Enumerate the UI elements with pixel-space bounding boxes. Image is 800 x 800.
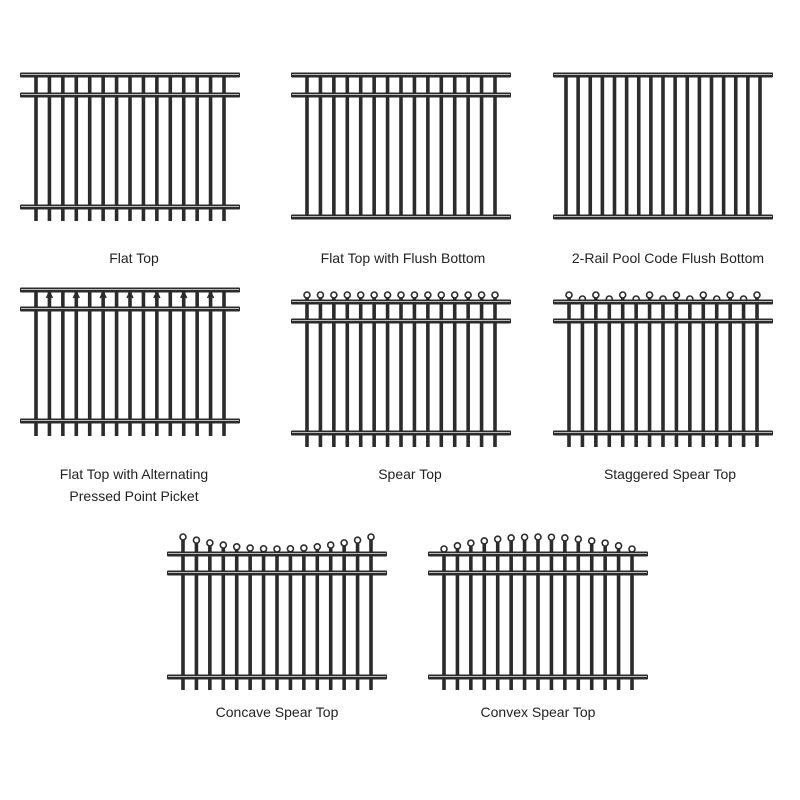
picket xyxy=(603,544,607,690)
picket xyxy=(209,290,213,436)
spear-finial xyxy=(575,536,581,542)
spear-finial xyxy=(566,292,572,298)
picket xyxy=(685,75,689,217)
picket xyxy=(698,75,702,217)
spear-finial xyxy=(344,292,350,298)
picket xyxy=(523,538,527,690)
spear-finial xyxy=(274,546,280,552)
picket xyxy=(142,290,146,436)
picket xyxy=(576,540,580,690)
label-flat-top: Flat Top xyxy=(109,250,159,266)
picket xyxy=(576,75,580,217)
picket xyxy=(34,290,38,436)
spear-finial xyxy=(468,540,474,546)
spear-finial xyxy=(261,546,267,552)
picket xyxy=(601,75,605,217)
spear-finial xyxy=(193,537,199,543)
picket xyxy=(469,544,473,690)
spear-finial xyxy=(492,292,498,298)
spear-finial xyxy=(593,292,599,298)
spear-finial xyxy=(548,534,554,540)
spear-finial xyxy=(479,292,485,298)
picket xyxy=(128,290,132,436)
picket xyxy=(482,542,486,690)
label-two-rail-pool-code: 2-Rail Pool Code Flush Bottom xyxy=(571,250,765,266)
spear-finial xyxy=(331,292,337,298)
picket xyxy=(637,75,641,217)
spear-finial xyxy=(368,534,374,540)
label-flat-top-flush-bottom: Flat Top with Flush Bottom xyxy=(320,250,486,266)
picket xyxy=(356,541,360,690)
spear-finial xyxy=(355,537,361,543)
spear-finial xyxy=(495,536,501,542)
picket xyxy=(617,547,621,690)
picket xyxy=(115,290,119,436)
picket xyxy=(74,290,78,436)
picket xyxy=(536,538,540,690)
label-convex-spear-top: Convex Spear Top xyxy=(480,704,596,720)
label-spear-top: Spear Top xyxy=(378,466,442,482)
picket xyxy=(496,540,500,690)
picket xyxy=(329,546,333,690)
picket xyxy=(182,290,186,436)
picket xyxy=(673,75,677,217)
picket xyxy=(613,75,617,217)
spear-finial xyxy=(438,292,444,298)
spear-finial xyxy=(754,292,760,298)
picket xyxy=(222,290,226,436)
spear-finial xyxy=(673,292,679,298)
picket xyxy=(722,75,726,217)
picket xyxy=(208,544,212,690)
spear-finial xyxy=(700,292,706,298)
spear-finial xyxy=(317,292,323,298)
spear-finial xyxy=(535,534,541,540)
spear-finial xyxy=(425,292,431,298)
spear-finial xyxy=(180,534,186,540)
spear-finial xyxy=(441,546,447,552)
picket xyxy=(302,549,306,690)
picket xyxy=(734,75,738,217)
picket xyxy=(369,538,373,690)
spear-finial xyxy=(385,292,391,298)
picket xyxy=(550,538,554,690)
picket xyxy=(563,539,567,690)
spear-finial xyxy=(522,534,528,540)
picket xyxy=(315,548,319,690)
picket xyxy=(509,539,513,690)
spear-finial xyxy=(616,543,622,549)
spear-finial xyxy=(508,535,514,541)
spear-finial xyxy=(328,542,334,548)
picket xyxy=(342,544,346,690)
spear-finial xyxy=(207,540,213,546)
picket xyxy=(758,75,762,217)
picket xyxy=(195,541,199,690)
spear-finial xyxy=(314,544,320,550)
spear-finial xyxy=(629,546,635,552)
picket xyxy=(61,290,65,436)
spear-finial xyxy=(234,544,240,550)
spear-finial xyxy=(371,292,377,298)
picket xyxy=(181,538,185,690)
spear-finial xyxy=(727,292,733,298)
picket xyxy=(101,290,105,436)
picket xyxy=(88,290,92,436)
picket xyxy=(710,75,714,217)
label-staggered-spear-top: Staggered Spear Top xyxy=(603,466,737,482)
picket xyxy=(746,75,750,217)
picket xyxy=(168,290,172,436)
picket xyxy=(456,547,460,690)
picket xyxy=(588,75,592,217)
spear-finial xyxy=(562,535,568,541)
picket xyxy=(155,290,159,436)
spear-finial xyxy=(411,292,417,298)
picket xyxy=(248,549,252,690)
spear-finial xyxy=(304,292,310,298)
picket xyxy=(221,546,225,690)
label-concave-spear-top: Concave Spear Top xyxy=(215,704,339,720)
spear-finial xyxy=(454,543,460,549)
spear-finial xyxy=(301,545,307,551)
spear-finial xyxy=(287,546,293,552)
picket xyxy=(564,75,568,217)
spear-finial xyxy=(452,292,458,298)
picket xyxy=(649,75,653,217)
spear-finial xyxy=(589,538,595,544)
spear-finial xyxy=(620,292,626,298)
spear-finial xyxy=(341,540,347,546)
spear-finial xyxy=(220,542,226,548)
label-flat-top-alternating-line2: Pressed Point Picket xyxy=(69,488,199,504)
spear-finial xyxy=(247,545,253,551)
spear-finial xyxy=(398,292,404,298)
spear-finial xyxy=(481,538,487,544)
picket xyxy=(625,75,629,217)
picket xyxy=(235,548,239,690)
spear-finial xyxy=(358,292,364,298)
spear-finial xyxy=(602,540,608,546)
picket xyxy=(661,75,665,217)
picket xyxy=(195,290,199,436)
spear-finial xyxy=(465,292,471,298)
label-flat-top-alternating: Flat Top with Alternating xyxy=(59,466,209,482)
spear-finial xyxy=(647,292,653,298)
picket xyxy=(48,290,52,436)
picket xyxy=(590,542,594,690)
